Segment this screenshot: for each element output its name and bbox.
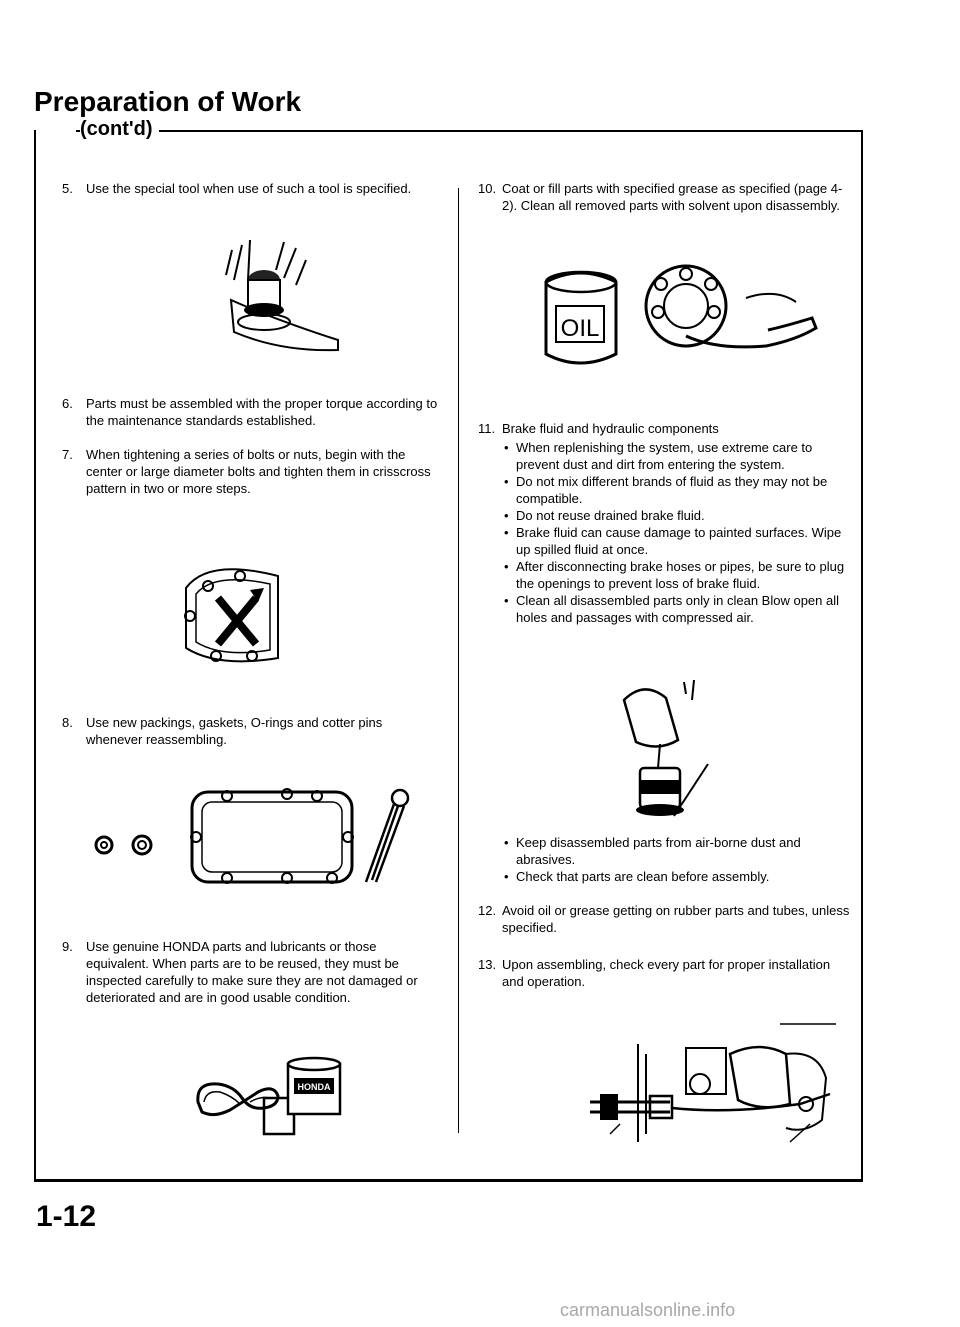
item-text: Upon assembling, check every part for proper installation and operation. xyxy=(502,957,831,989)
item-text: Avoid oil or grease getting on rubber parts and tubes, unless specified. xyxy=(502,903,850,935)
frame-gap xyxy=(36,126,76,134)
special-tool-illustration xyxy=(226,240,341,355)
gasket-oring-cotter-illustration xyxy=(92,782,424,892)
item-number: 11. xyxy=(478,421,496,436)
list-item: • After disconnecting brake hoses or pipes, be sure to plug the openings to prevent loss of brake fluid. xyxy=(502,558,854,592)
item-number: 9. xyxy=(62,939,73,954)
list-item: • Check that parts are clean before assembly. xyxy=(502,868,854,885)
list-item: • Keep disassembled parts from air-borne dust and abrasives. xyxy=(502,834,854,868)
honda-parts-illustration xyxy=(194,1052,354,1140)
page-number: 1-12 xyxy=(36,1200,97,1233)
page-subtitle: (cont'd) xyxy=(80,118,159,141)
list-item: • Clean all disassembled parts only in clean Blow open all holes and passages with compressed air. xyxy=(502,592,854,626)
item-12 xyxy=(478,902,854,936)
item-number: 7. xyxy=(62,447,73,462)
item-text: Use the special tool when use of such a tool is specified. xyxy=(86,181,412,196)
column-divider xyxy=(458,188,459,1133)
item-11 xyxy=(478,420,854,626)
page-title: Preparation of Work xyxy=(34,86,302,117)
item-number: 5. xyxy=(62,181,73,196)
item-number: 13. xyxy=(478,957,497,972)
brake-fluid-pour-illustration xyxy=(614,680,714,820)
item-9 xyxy=(62,938,442,1006)
item-text: When tightening a series of bolts or nuts, begin with the center or large diameter bolts and tighten them in crisscross pattern in two or more steps. xyxy=(86,447,431,496)
item-number: 12. xyxy=(478,903,497,918)
item-11-continued xyxy=(478,832,854,885)
item-10 xyxy=(478,180,854,214)
item-text: Coat or fill parts with specified grease as specified (page 4-2). Clean all removed parts with solvent upon disassembly. xyxy=(502,181,843,213)
list-item: • Do not reuse drained brake fluid. xyxy=(502,507,854,524)
oil-and-bearing-illustration xyxy=(546,254,830,374)
list-item: • Do not mix different brands of fluid as they may not be compatible. xyxy=(502,473,854,507)
watermark: carmanualsonline.info xyxy=(560,1300,736,1320)
list-item: • When replenishing the system, use extreme care to prevent dust and dirt from entering the system. xyxy=(502,439,854,473)
oil-can-label: OIL xyxy=(560,315,600,342)
item-heading: Brake fluid and hydraulic components xyxy=(502,421,719,436)
item-13 xyxy=(478,956,854,990)
item-text: Use genuine HONDA parts and lubricants or those equivalent. When parts are to be reused, they must be inspected carefully to make sure they are not damaged or deteriorated and are in good usable condition. xyxy=(86,939,418,1005)
item-5 xyxy=(62,180,442,197)
item-number: 6. xyxy=(62,396,73,411)
item-6 xyxy=(62,395,442,429)
crisscross-bolt-illustration xyxy=(178,558,290,670)
list-item: • Brake fluid can cause damage to painted surfaces. Wipe up spilled fluid at once. xyxy=(502,524,854,558)
brake-bullet-list xyxy=(502,439,854,626)
item-text: Use new packings, gaskets, O-rings and cotter pins whenever reassembling. xyxy=(86,715,383,747)
honda-can-label: HONDA xyxy=(297,1082,331,1092)
item-number: 10. xyxy=(478,181,497,196)
item-7 xyxy=(62,446,442,497)
item-text: Parts must be assembled with the proper torque according to the maintenance standards established. xyxy=(86,396,438,428)
item-8 xyxy=(62,714,442,748)
assembly-check-illustration xyxy=(590,1024,836,1144)
item-number: 8. xyxy=(62,715,73,730)
dust-bullet-list xyxy=(502,834,854,885)
